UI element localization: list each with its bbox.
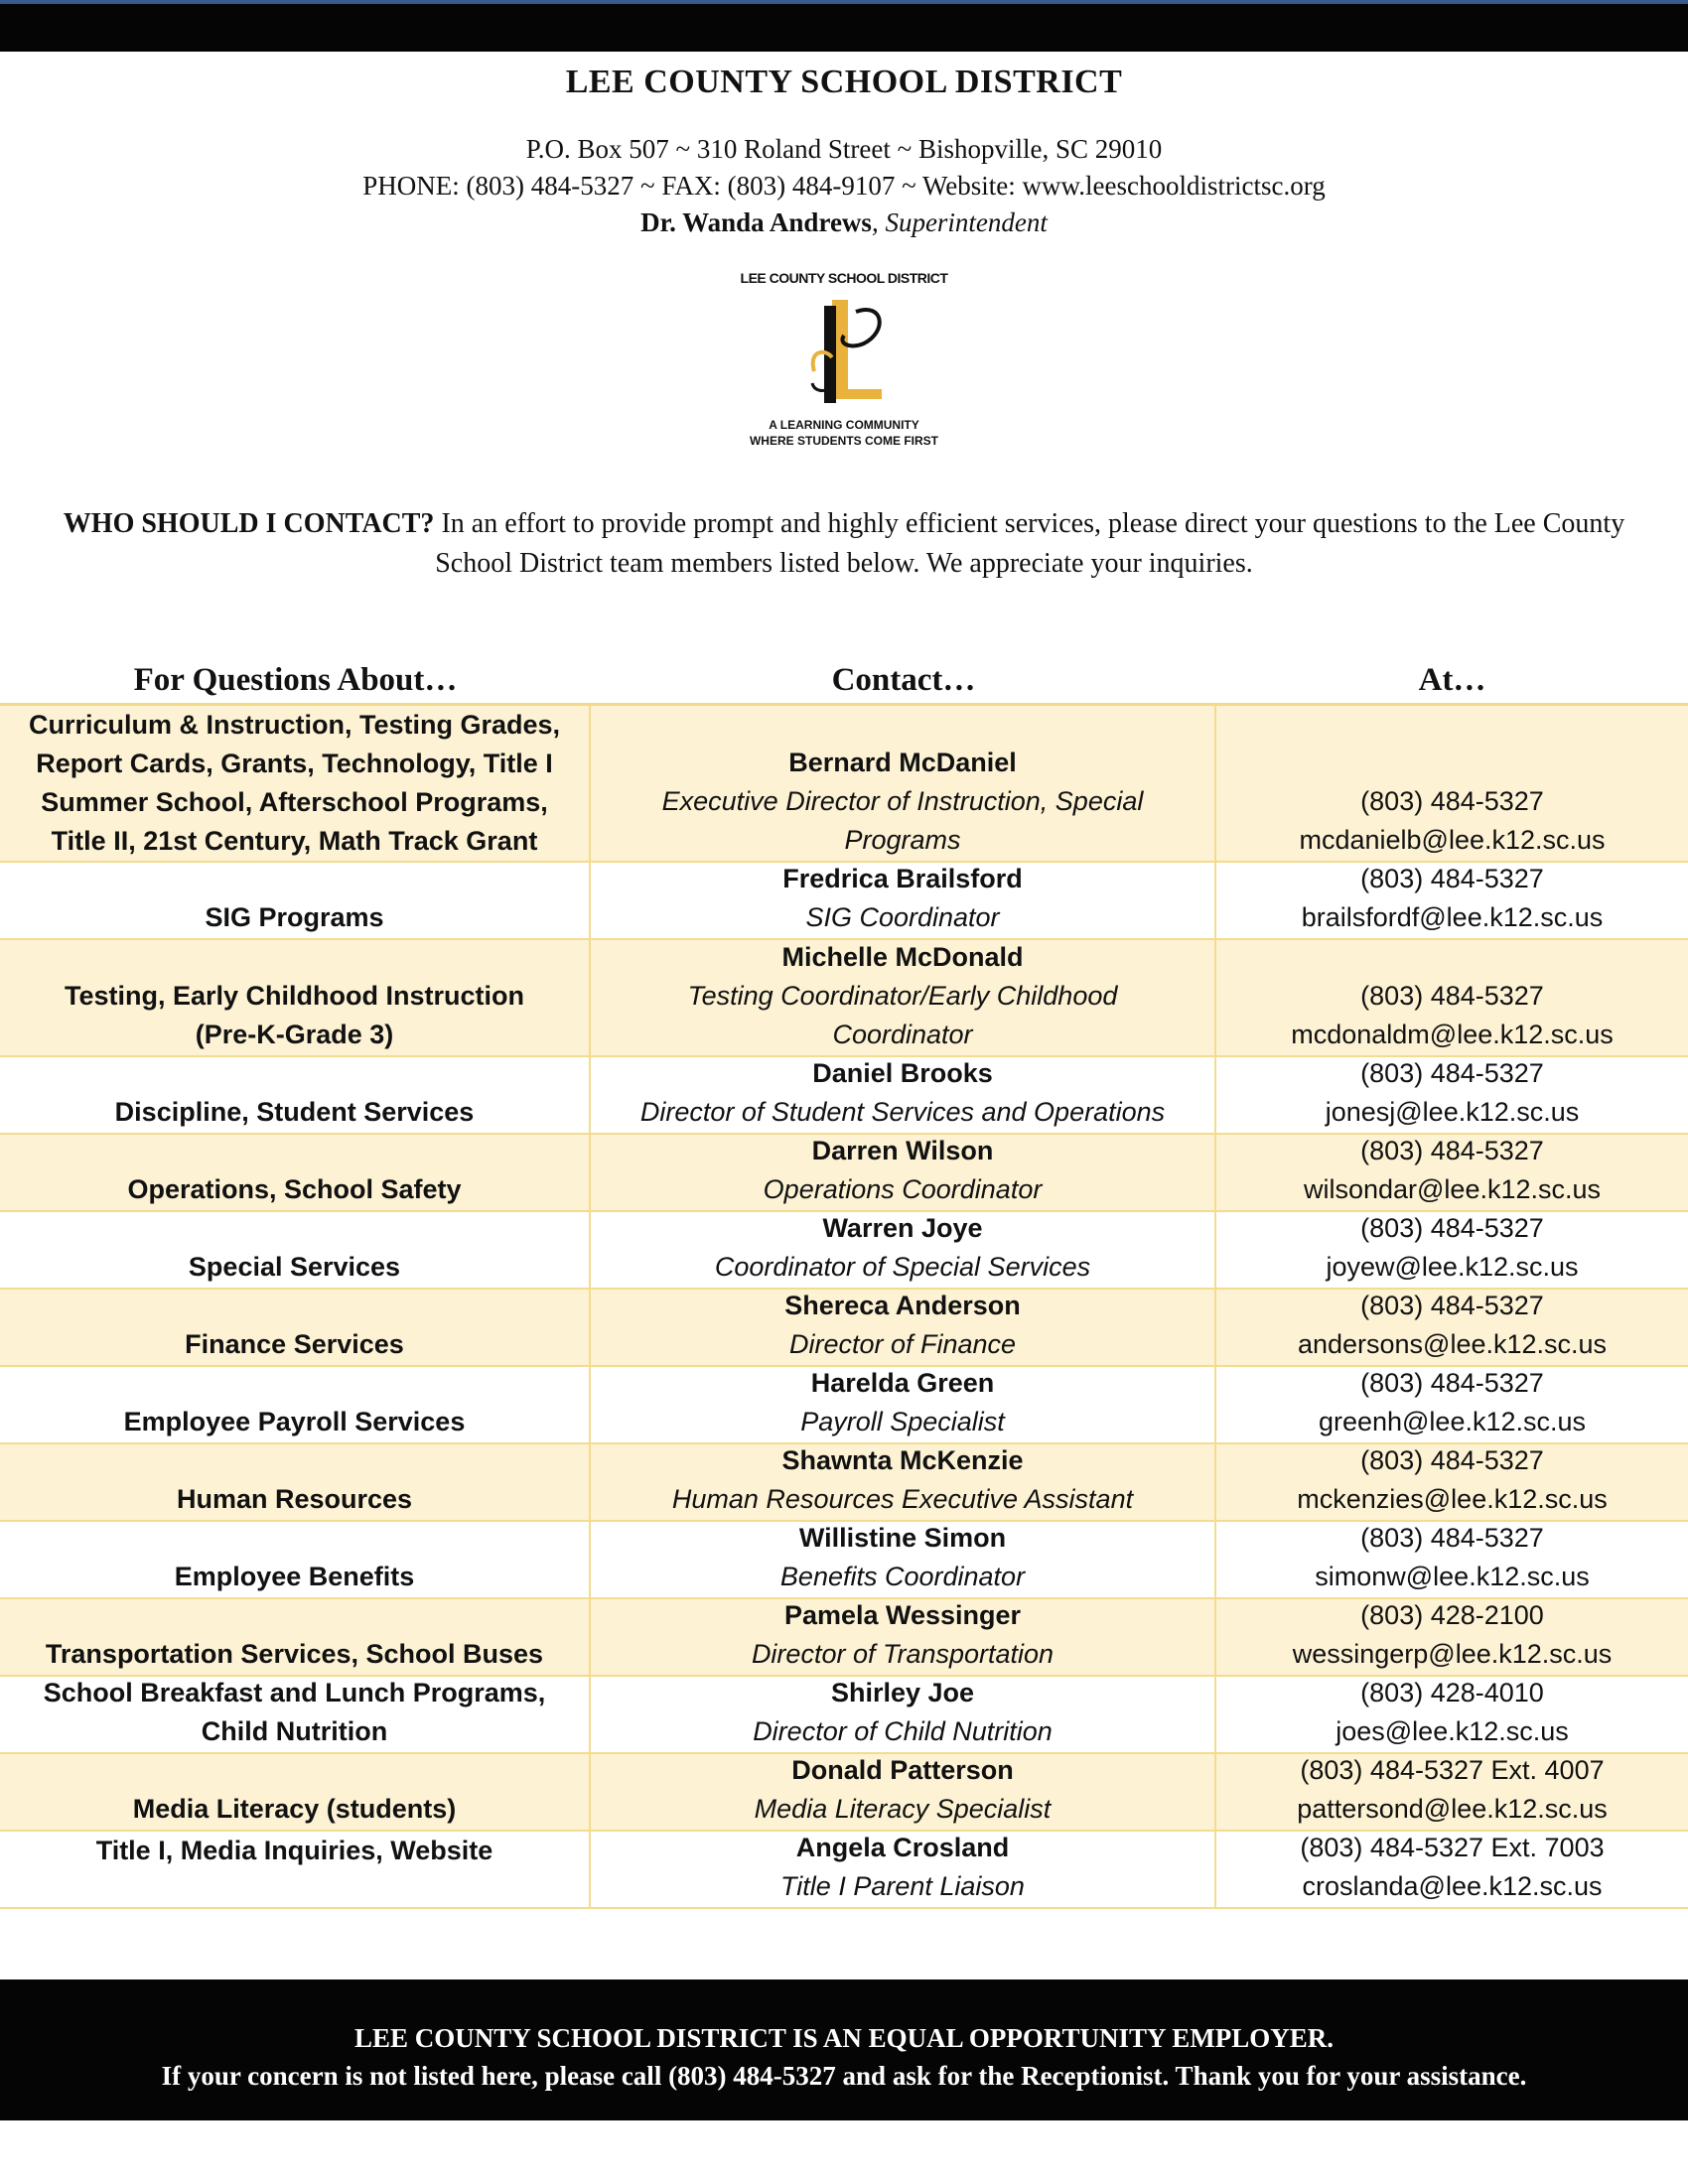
contact-cell (591, 1599, 1216, 1675)
superintendent-name: Dr. Wanda Andrews (640, 207, 872, 237)
contact-role: Coordinator of Special Services (714, 1252, 1091, 1282)
column-header-at: At… (1418, 662, 1486, 698)
email-address: brailsfordf@lee.k12.sc.us (1301, 902, 1604, 932)
contact-role: Programs (844, 825, 961, 855)
topic-text: Child Nutrition (201, 1716, 388, 1746)
contact-role: Director of Finance (788, 1329, 1017, 1359)
contact-role: Director of Child Nutrition (753, 1716, 1053, 1746)
contact-cell (591, 863, 1216, 938)
at-cell (1216, 1677, 1688, 1752)
contact-cell (591, 1444, 1216, 1520)
contact-name: Bernard McDaniel (788, 748, 1017, 777)
contact-cell (591, 1677, 1216, 1752)
phone-number: (803) 484-5327 (1360, 1136, 1544, 1165)
superintendent-title: , Superintendent (871, 207, 1048, 237)
contact-name: Fredrica Brailsford (782, 864, 1023, 893)
phone-number: (803) 428-4010 (1360, 1678, 1544, 1707)
intro-lead: WHO SHOULD I CONTACT? (63, 508, 435, 539)
phone-number: (803) 484-5327 (1360, 1213, 1544, 1243)
email-address: pattersond@lee.k12.sc.us (1297, 1794, 1608, 1824)
footer-line-1: LEE COUNTY SCHOOL DISTRICT IS AN EQUAL OPPORTUNITY EMPLOYER. (354, 2023, 1334, 2053)
footer-bar (0, 1979, 1688, 2120)
at-cell (1216, 1212, 1688, 1288)
topic-cell (0, 1444, 591, 1520)
contact-cell (591, 706, 1216, 861)
topic-text: Report Cards, Grants, Technology, Title I (36, 749, 553, 778)
topic-cell (0, 1212, 591, 1288)
contact-cell (591, 1832, 1216, 1907)
at-cell (1216, 940, 1688, 1055)
contact-name: Angela Crosland (795, 1833, 1010, 1862)
at-cell (1216, 1290, 1688, 1365)
contact-name: Shirley Joe (830, 1678, 975, 1707)
topic-cell (0, 1522, 591, 1597)
contact-cell (591, 1367, 1216, 1442)
topic-cell (0, 1832, 591, 1907)
contact-cell (591, 1135, 1216, 1210)
column-header-contact: Contact… (831, 662, 976, 698)
column-header-topic: For Questions About… (133, 662, 458, 698)
phone-number: (803) 484-5327 Ext. 4007 (1300, 1755, 1605, 1785)
topic-text: Testing, Early Childhood Instruction (64, 981, 524, 1011)
topic-text: Discipline, Student Services (114, 1097, 475, 1127)
topic-text: Curriculum & Instruction, Testing Grades, (28, 710, 561, 740)
table-body (0, 706, 1688, 1909)
contact-table (0, 657, 1688, 1909)
contact-name: Daniel Brooks (812, 1058, 993, 1088)
superintendent-line (0, 205, 1688, 241)
logo-tagline-line-1: A LEARNING COMMUNITY (769, 418, 919, 432)
district-title: LEE COUNTY SCHOOL DISTRICT (565, 64, 1123, 100)
table-row (0, 1522, 1688, 1599)
district-logo (735, 270, 953, 490)
topic-text: Human Resources (176, 1484, 413, 1514)
topic-cell (0, 1135, 591, 1210)
logo-tagline (735, 417, 953, 449)
contact-name: Shereca Anderson (784, 1291, 1021, 1320)
email-address: jonesj@lee.k12.sc.us (1325, 1097, 1580, 1127)
at-cell (1216, 1832, 1688, 1907)
at-cell (1216, 1057, 1688, 1133)
contact-role: Human Resources Executive Assistant (671, 1484, 1134, 1514)
logo-mark-icon (794, 292, 894, 411)
phone-number: (803) 484-5327 (1360, 1368, 1544, 1398)
table-row (0, 1444, 1688, 1522)
table-row (0, 1290, 1688, 1367)
contact-cell (591, 1522, 1216, 1597)
phone-number: (803) 484-5327 (1360, 1291, 1544, 1320)
topic-cell (0, 863, 591, 938)
at-cell (1216, 1599, 1688, 1675)
contact-role: Operations Coordinator (763, 1174, 1043, 1204)
address-line: P.O. Box 507 ~ 310 Roland Street ~ Bishopville, SC 29010 (525, 134, 1163, 164)
contact-name: Michelle McDonald (781, 942, 1024, 972)
contact-role: Executive Director of Instruction, Special (661, 786, 1144, 816)
email-address: wessingerp@lee.k12.sc.us (1292, 1639, 1613, 1669)
phone-number: (803) 484-5327 (1360, 864, 1544, 893)
top-bar (0, 0, 1688, 52)
at-cell (1216, 1754, 1688, 1830)
footer-line-2: If your concern is not listed here, please call (803) 484-5327 and ask for the Receptionist. Thank you for your assistance. (161, 2061, 1527, 2091)
table-row (0, 1057, 1688, 1135)
contact-role: Director of Student Services and Operations (639, 1097, 1166, 1127)
at-cell (1216, 863, 1688, 938)
topic-text: Employee Payroll Services (123, 1407, 466, 1436)
topic-text: Transportation Services, School Buses (45, 1639, 544, 1669)
intro-body: In an effort to provide prompt and highly efficient services, please direct your questions to the Lee County School District team members listed below. We appreciate your inquiries. (434, 508, 1625, 579)
topic-text: Operations, School Safety (127, 1174, 462, 1204)
contact-cell (591, 1754, 1216, 1830)
table-row (0, 1832, 1688, 1909)
phone-number: (803) 484-5327 (1360, 786, 1544, 816)
topic-text: Title I, Media Inquiries, Website (95, 1836, 493, 1865)
table-row (0, 1367, 1688, 1444)
at-cell (1216, 1367, 1688, 1442)
contact-name: Willistine Simon (798, 1523, 1007, 1553)
at-cell (1216, 706, 1688, 861)
email-address: mcdonaldm@lee.k12.sc.us (1291, 1020, 1614, 1049)
topic-cell (0, 1367, 591, 1442)
table-row (0, 1135, 1688, 1212)
phone-number: (803) 428-2100 (1360, 1600, 1544, 1630)
topic-text: Summer School, Afterschool Programs, (41, 787, 548, 817)
contact-name: Warren Joye (822, 1213, 983, 1243)
at-cell (1216, 1522, 1688, 1597)
contact-name: Pamela Wessinger (783, 1600, 1022, 1630)
topic-text: (Pre-K-Grade 3) (195, 1020, 394, 1049)
topic-cell (0, 1754, 591, 1830)
phone-number: (803) 484-5327 Ext. 7003 (1300, 1833, 1605, 1862)
contact-cell (591, 1057, 1216, 1133)
contact-name: Donald Patterson (791, 1755, 1014, 1785)
table-row (0, 706, 1688, 863)
table-row (0, 1754, 1688, 1832)
email-address: joes@lee.k12.sc.us (1336, 1716, 1569, 1746)
contact-role: Testing Coordinator/Early Childhood (687, 981, 1118, 1011)
email-address: croslanda@lee.k12.sc.us (1302, 1871, 1603, 1901)
contact-role: Payroll Specialist (800, 1407, 1005, 1436)
contact-name: Harelda Green (810, 1368, 995, 1398)
topic-text: Employee Benefits (174, 1562, 415, 1591)
topic-text: Special Services (188, 1252, 401, 1282)
table-row (0, 940, 1688, 1057)
email-address: wilsondar@lee.k12.sc.us (1303, 1174, 1602, 1204)
table-header (0, 657, 1688, 706)
topic-cell (0, 1290, 591, 1365)
table-row (0, 1599, 1688, 1677)
contact-line: PHONE: (803) 484-5327 ~ FAX: (803) 484-9107 ~ Website: www.leeschooldistrictsc.org (362, 171, 1326, 201)
table-row (0, 1212, 1688, 1290)
table-row (0, 1677, 1688, 1754)
contact-cell (591, 1290, 1216, 1365)
letterhead (0, 60, 1688, 241)
contact-name: Shawnta McKenzie (781, 1445, 1024, 1475)
contact-cell (591, 1212, 1216, 1288)
phone-number: (803) 484-5327 (1360, 1058, 1544, 1088)
topic-cell (0, 706, 591, 861)
email-address: andersons@lee.k12.sc.us (1297, 1329, 1608, 1359)
topic-text: School Breakfast and Lunch Programs, (43, 1678, 546, 1707)
contact-role: SIG Coordinator (805, 902, 1000, 932)
intro-paragraph (40, 504, 1648, 584)
topic-cell (0, 1599, 591, 1675)
topic-cell (0, 1057, 591, 1133)
contact-role: Benefits Coordinator (779, 1562, 1026, 1591)
contact-role: Media Literacy Specialist (754, 1794, 1052, 1824)
at-cell (1216, 1444, 1688, 1520)
topic-text: Title II, 21st Century, Math Track Grant (51, 826, 538, 856)
email-address: mcdanielb@lee.k12.sc.us (1299, 825, 1606, 855)
email-address: joyew@lee.k12.sc.us (1326, 1252, 1579, 1282)
logo-top-text: LEE COUNTY SCHOOL DISTRICT (740, 270, 948, 286)
at-cell (1216, 1135, 1688, 1210)
phone-number: (803) 484-5327 (1360, 1445, 1544, 1475)
email-address: mckenzies@lee.k12.sc.us (1297, 1484, 1608, 1514)
topic-text: SIG Programs (205, 902, 384, 932)
phone-number: (803) 484-5327 (1360, 1523, 1544, 1553)
phone-number: (803) 484-5327 (1360, 981, 1544, 1011)
contact-cell (591, 940, 1216, 1055)
topic-text: Media Literacy (students) (132, 1794, 457, 1824)
email-address: simonw@lee.k12.sc.us (1315, 1562, 1590, 1591)
contact-role: Title I Parent Liaison (780, 1871, 1025, 1901)
topic-cell (0, 940, 591, 1055)
topic-text: Finance Services (185, 1329, 404, 1359)
topic-cell (0, 1677, 591, 1752)
logo-tagline-line-2: WHERE STUDENTS COME FIRST (749, 434, 938, 448)
contact-name: Darren Wilson (811, 1136, 994, 1165)
contact-role: Director of Transportation (751, 1639, 1055, 1669)
contact-role: Coordinator (832, 1020, 973, 1049)
table-row (0, 863, 1688, 940)
email-address: greenh@lee.k12.sc.us (1318, 1407, 1587, 1436)
